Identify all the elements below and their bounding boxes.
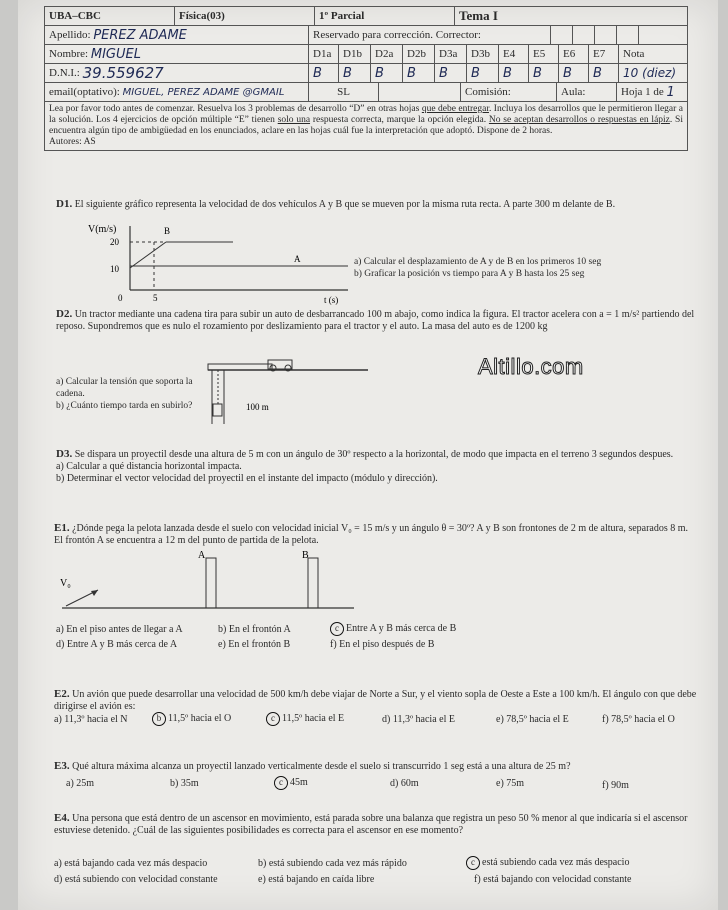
sl-label: SL <box>309 83 379 101</box>
header-table <box>44 6 688 151</box>
e3-opt-d[interactable]: d) 60m <box>390 778 419 789</box>
grade-value: B <box>435 64 467 82</box>
problem-e4 <box>54 812 706 837</box>
apellido-value: PEREZ ADAME <box>93 27 187 43</box>
e3-opt-c[interactable] <box>274 776 308 790</box>
email-label: email(optativo): <box>49 86 120 98</box>
d3-qa: a) Calcular a qué distancia horizontal impacta. <box>56 461 242 472</box>
d1-velocity-graph <box>58 222 358 306</box>
nombre-label: Nombre: <box>49 48 89 60</box>
e2-opt-c[interactable] <box>266 712 344 726</box>
e4-opt-a[interactable]: a) está bajando cada vez más despacio <box>54 858 208 869</box>
grade-col: D1a <box>309 45 339 63</box>
problem-d3 <box>56 448 696 485</box>
instructions-underline: que debe entregar <box>421 104 489 114</box>
e1-number: E1. <box>54 522 70 534</box>
hoja-total: 1 <box>666 84 675 100</box>
problem-e2 <box>54 688 706 713</box>
instructions-text: Lea por favor todo antes de comenzar. Resuelva los 3 problemas de desarrollo “D” en otras hojas <box>49 104 422 114</box>
e1-wall-a <box>206 558 216 608</box>
e3-opt-a[interactable]: a) 25m <box>66 778 95 789</box>
e3-number: E3. <box>54 760 70 772</box>
sl-box <box>379 83 461 101</box>
grade-col: E5 <box>529 45 559 63</box>
e1-statement: ¿Dónde pega la pelota lanzada desde el suelo con velocidad inicial V₀ = 15 m/s y un ángulo θ = 30º? A y B son frontones de 2 m de altura, separados 8 m. El frontón A se encuentra a 12 m del punto de partida de la pelota. <box>54 523 689 546</box>
e3-opt-e[interactable]: e) 75m <box>496 778 525 789</box>
corrector-box <box>639 26 687 44</box>
e4-statement: Una persona que está dentro de un ascensor en movimiento, está parada sobre una balanza que registra un peso 50 % menor al que indicaría si el ascensor estuviese detenido. ¿Cuál de las siguientes posibilidades es correcta para el ascensor en ese momento? <box>54 813 688 836</box>
e1-opt-a[interactable]: a) En el piso antes de llegar a A <box>56 624 183 635</box>
grade-value: B <box>371 64 403 82</box>
e4-opt-c-text: está subiendo cada vez más despacio <box>482 857 630 868</box>
e3-opt-b[interactable]: b) 35m <box>170 778 199 789</box>
e2-opt-a[interactable]: a) 11,3º hacia el N <box>54 714 128 725</box>
d1-tick-0: 0 <box>118 293 123 303</box>
grade-col: E7 <box>589 45 619 63</box>
dni-field <box>45 64 309 82</box>
instructions-underline: solo una <box>277 115 311 125</box>
e2-opt-c-text: 11,5º hacia el E <box>282 713 345 724</box>
e4-opt-e[interactable]: e) está bajando en caída libre <box>258 874 375 885</box>
grade-value: B <box>529 64 559 82</box>
tema: Tema I <box>459 8 498 23</box>
email-field <box>45 83 309 101</box>
d1-label-b: B <box>164 226 171 236</box>
problem-d2 <box>56 308 696 333</box>
e1-opt-b[interactable]: b) En el frontón A <box>218 624 291 635</box>
d2-statement: Un tractor mediante una cadena tira para subir un auto de desbarrancado 100 m abajo, como indica la figura. El tractor acelera con a = 1 m/s² partiendo del reposo. Supondremos que es nulo el rozamiento por deslizamiento para el tractor y el auto. La masa del auto es de 1200 kg <box>56 309 695 332</box>
e1-label-a: A <box>198 550 206 561</box>
email-row <box>45 83 687 102</box>
hoja-label: Hoja 1 de <box>621 86 664 98</box>
d2-qa: a) Calcular la tensión que soporta la cadena. <box>56 377 193 399</box>
e1-opt-c-text: Entre A y B más cerca de B <box>346 623 457 634</box>
problem-d1 <box>56 198 696 211</box>
autores: Autores: AS <box>49 137 96 147</box>
header-title-row <box>45 7 687 26</box>
comision-label: Comisión: <box>461 83 557 101</box>
e2-opt-d[interactable]: d) 11,3º hacia el E <box>382 714 455 725</box>
e3-opt-c-text: 45m <box>290 777 308 788</box>
corrector-box <box>595 26 617 44</box>
nombre-field <box>45 45 309 63</box>
grade-col: D3a <box>435 45 467 63</box>
e2-opt-e[interactable]: e) 78,5º hacia el E <box>496 714 569 725</box>
exam-title: 1º Parcial <box>315 7 455 25</box>
exam-sheet <box>18 0 718 910</box>
e1-opt-d[interactable]: d) Entre A y B más cerca de A <box>56 639 178 650</box>
grade-col: E6 <box>559 45 589 63</box>
e1-v0-label: V₀ <box>60 578 71 589</box>
e2-opt-b[interactable] <box>152 712 231 726</box>
apellido-label: Apellido: <box>49 29 91 41</box>
nombre-row <box>45 45 687 64</box>
instructions-underline: No se aceptan desarrollos o respuestas en lápiz <box>488 115 670 125</box>
dni-row <box>45 64 687 83</box>
d2-figure <box>198 348 378 424</box>
e1-opt-f[interactable]: f) En el piso después de B <box>330 639 435 650</box>
final-grade: 10 (diez) <box>623 66 677 80</box>
d1-questions <box>354 256 694 280</box>
dni-label: D.N.I.: <box>49 67 80 79</box>
nombre-value: MIGUEL <box>90 46 141 62</box>
grade-col: D3b <box>467 45 499 63</box>
grade-col: E4 <box>499 45 529 63</box>
e4-opt-d[interactable]: d) está subiendo con velocidad constante <box>54 874 218 885</box>
e4-opt-b[interactable]: b) está subiendo cada vez más rápido <box>258 858 407 869</box>
grade-value: B <box>467 64 499 82</box>
d2-questions <box>56 376 196 412</box>
d1-label-a: A <box>294 254 301 264</box>
d1-qb: b) Graficar la posición vs tiempo para A y B hasta los 25 seg <box>354 269 585 279</box>
grade-value: B <box>339 64 371 82</box>
d2-platform <box>208 364 272 370</box>
e1-opt-c[interactable] <box>330 622 456 636</box>
grade-value: B <box>309 64 339 82</box>
grade-value: B <box>403 64 435 82</box>
e2-number: E2. <box>54 688 70 700</box>
d1-statement: El siguiente gráfico representa la velocidad de dos vehículos A y B que se mueven por la misma ruta recta. A parte 300 m delante de B. <box>74 199 616 210</box>
subject: Física(03) <box>175 7 315 25</box>
d1-tick-10: 10 <box>110 264 119 274</box>
problem-e3 <box>54 760 706 773</box>
d1-qa: a) Calcular el desplazamiento de A y de B en los primeros 10 seg <box>354 257 602 267</box>
answer-circle-icon: c <box>266 712 280 726</box>
e4-opt-f[interactable]: f) está bajando con velocidad constante <box>474 874 632 885</box>
apellido-row <box>45 26 687 45</box>
d1-tick-5: 5 <box>153 293 158 303</box>
dni-value: 39.559627 <box>82 64 164 82</box>
e4-opt-c[interactable] <box>466 856 629 870</box>
apellido-field <box>45 26 309 44</box>
e2-statement: Un avión que puede desarrollar una velocidad de 500 km/h debe viajar de Norte a Sur, y el viento sopla de Oeste a Este a 100 km/h. El ángulo con que debe dirigirse el avión es: <box>54 689 697 712</box>
d2-number: D2. <box>56 308 73 320</box>
e1-wall-b <box>308 558 318 608</box>
grade-col: D1b <box>339 45 371 63</box>
corrector-box <box>617 26 639 44</box>
instructions-text: . Si encuentra algún tipo de ambigüedad en los enunciados, aclare en las hojas cuál fue la interpretación que adoptó. Dispone de 2 horas. <box>49 115 683 136</box>
watermark: Altillo.com <box>478 354 584 379</box>
instructions <box>45 102 687 150</box>
answer-circle-icon: c <box>330 622 344 636</box>
e4-number: E4. <box>54 812 70 824</box>
answer-circle-icon: c <box>274 776 288 790</box>
institution: UBA–CBC <box>45 7 175 25</box>
e1-label-b: B <box>302 550 309 561</box>
corrector-box <box>551 26 573 44</box>
grade-value: B <box>589 64 619 82</box>
reservado-label: Reservado para corrección. Corrector: <box>309 26 551 44</box>
e3-statement: Qué altura máxima alcanza un proyectil lanzado verticalmente desde el suelo si transcurrido 1 seg está a una altura de 25 m? <box>72 761 571 772</box>
d1-ylabel: V(m/s) <box>88 224 117 235</box>
grade-col: Nota <box>623 48 645 60</box>
d3-number: D3. <box>56 448 73 460</box>
d2-height: 100 m <box>246 402 269 412</box>
instructions-text: respuesta correcta, marque la opción elegida. <box>310 115 489 125</box>
grade-col: D2a <box>371 45 403 63</box>
hoja-field <box>617 83 687 101</box>
grade-value: B <box>499 64 529 82</box>
car-icon <box>213 404 222 416</box>
e1-figure <box>58 548 358 612</box>
instructions-text: . Incluya los desarrollos que le permitieron llegar a la solución. Los 4 ejercicios de opción múltiple “E” tienen <box>49 104 683 125</box>
grade-value: B <box>559 64 589 82</box>
d2-qb: b) ¿Cuánto tiempo tarda en subirlo? <box>56 401 193 411</box>
problem-e1 <box>54 522 696 547</box>
e2-opt-b-text: 11,5º hacia el O <box>168 713 232 724</box>
d1-number: D1. <box>56 198 73 210</box>
answer-circle-icon: b <box>152 712 166 726</box>
e1-opt-e[interactable]: e) En el frontón B <box>218 639 291 650</box>
aula-label: Aula: <box>557 83 617 101</box>
corrector-box <box>573 26 595 44</box>
d1-line-b <box>130 242 166 268</box>
grade-col: D2b <box>403 45 435 63</box>
email-value: MIGUEL, PEREZ ADAME @GMAIL <box>122 86 285 98</box>
d1-tick-20: 20 <box>110 237 119 247</box>
e2-opt-f[interactable]: f) 78,5º hacia el O <box>602 714 675 725</box>
answer-circle-icon: c <box>466 856 480 870</box>
d3-qb: b) Determinar el vector velocidad del proyectil en el instante del impacto (módulo y dirección). <box>56 473 438 484</box>
e3-opt-f[interactable]: f) 90m <box>602 780 629 791</box>
d1-xlabel: t (s) <box>324 295 339 305</box>
d3-statement: Se dispara un proyectil desde una altura de 5 m con un ángulo de 30º respecto a la horizontal, de modo que impacta en el terreno 3 segundos despues. <box>74 449 674 460</box>
